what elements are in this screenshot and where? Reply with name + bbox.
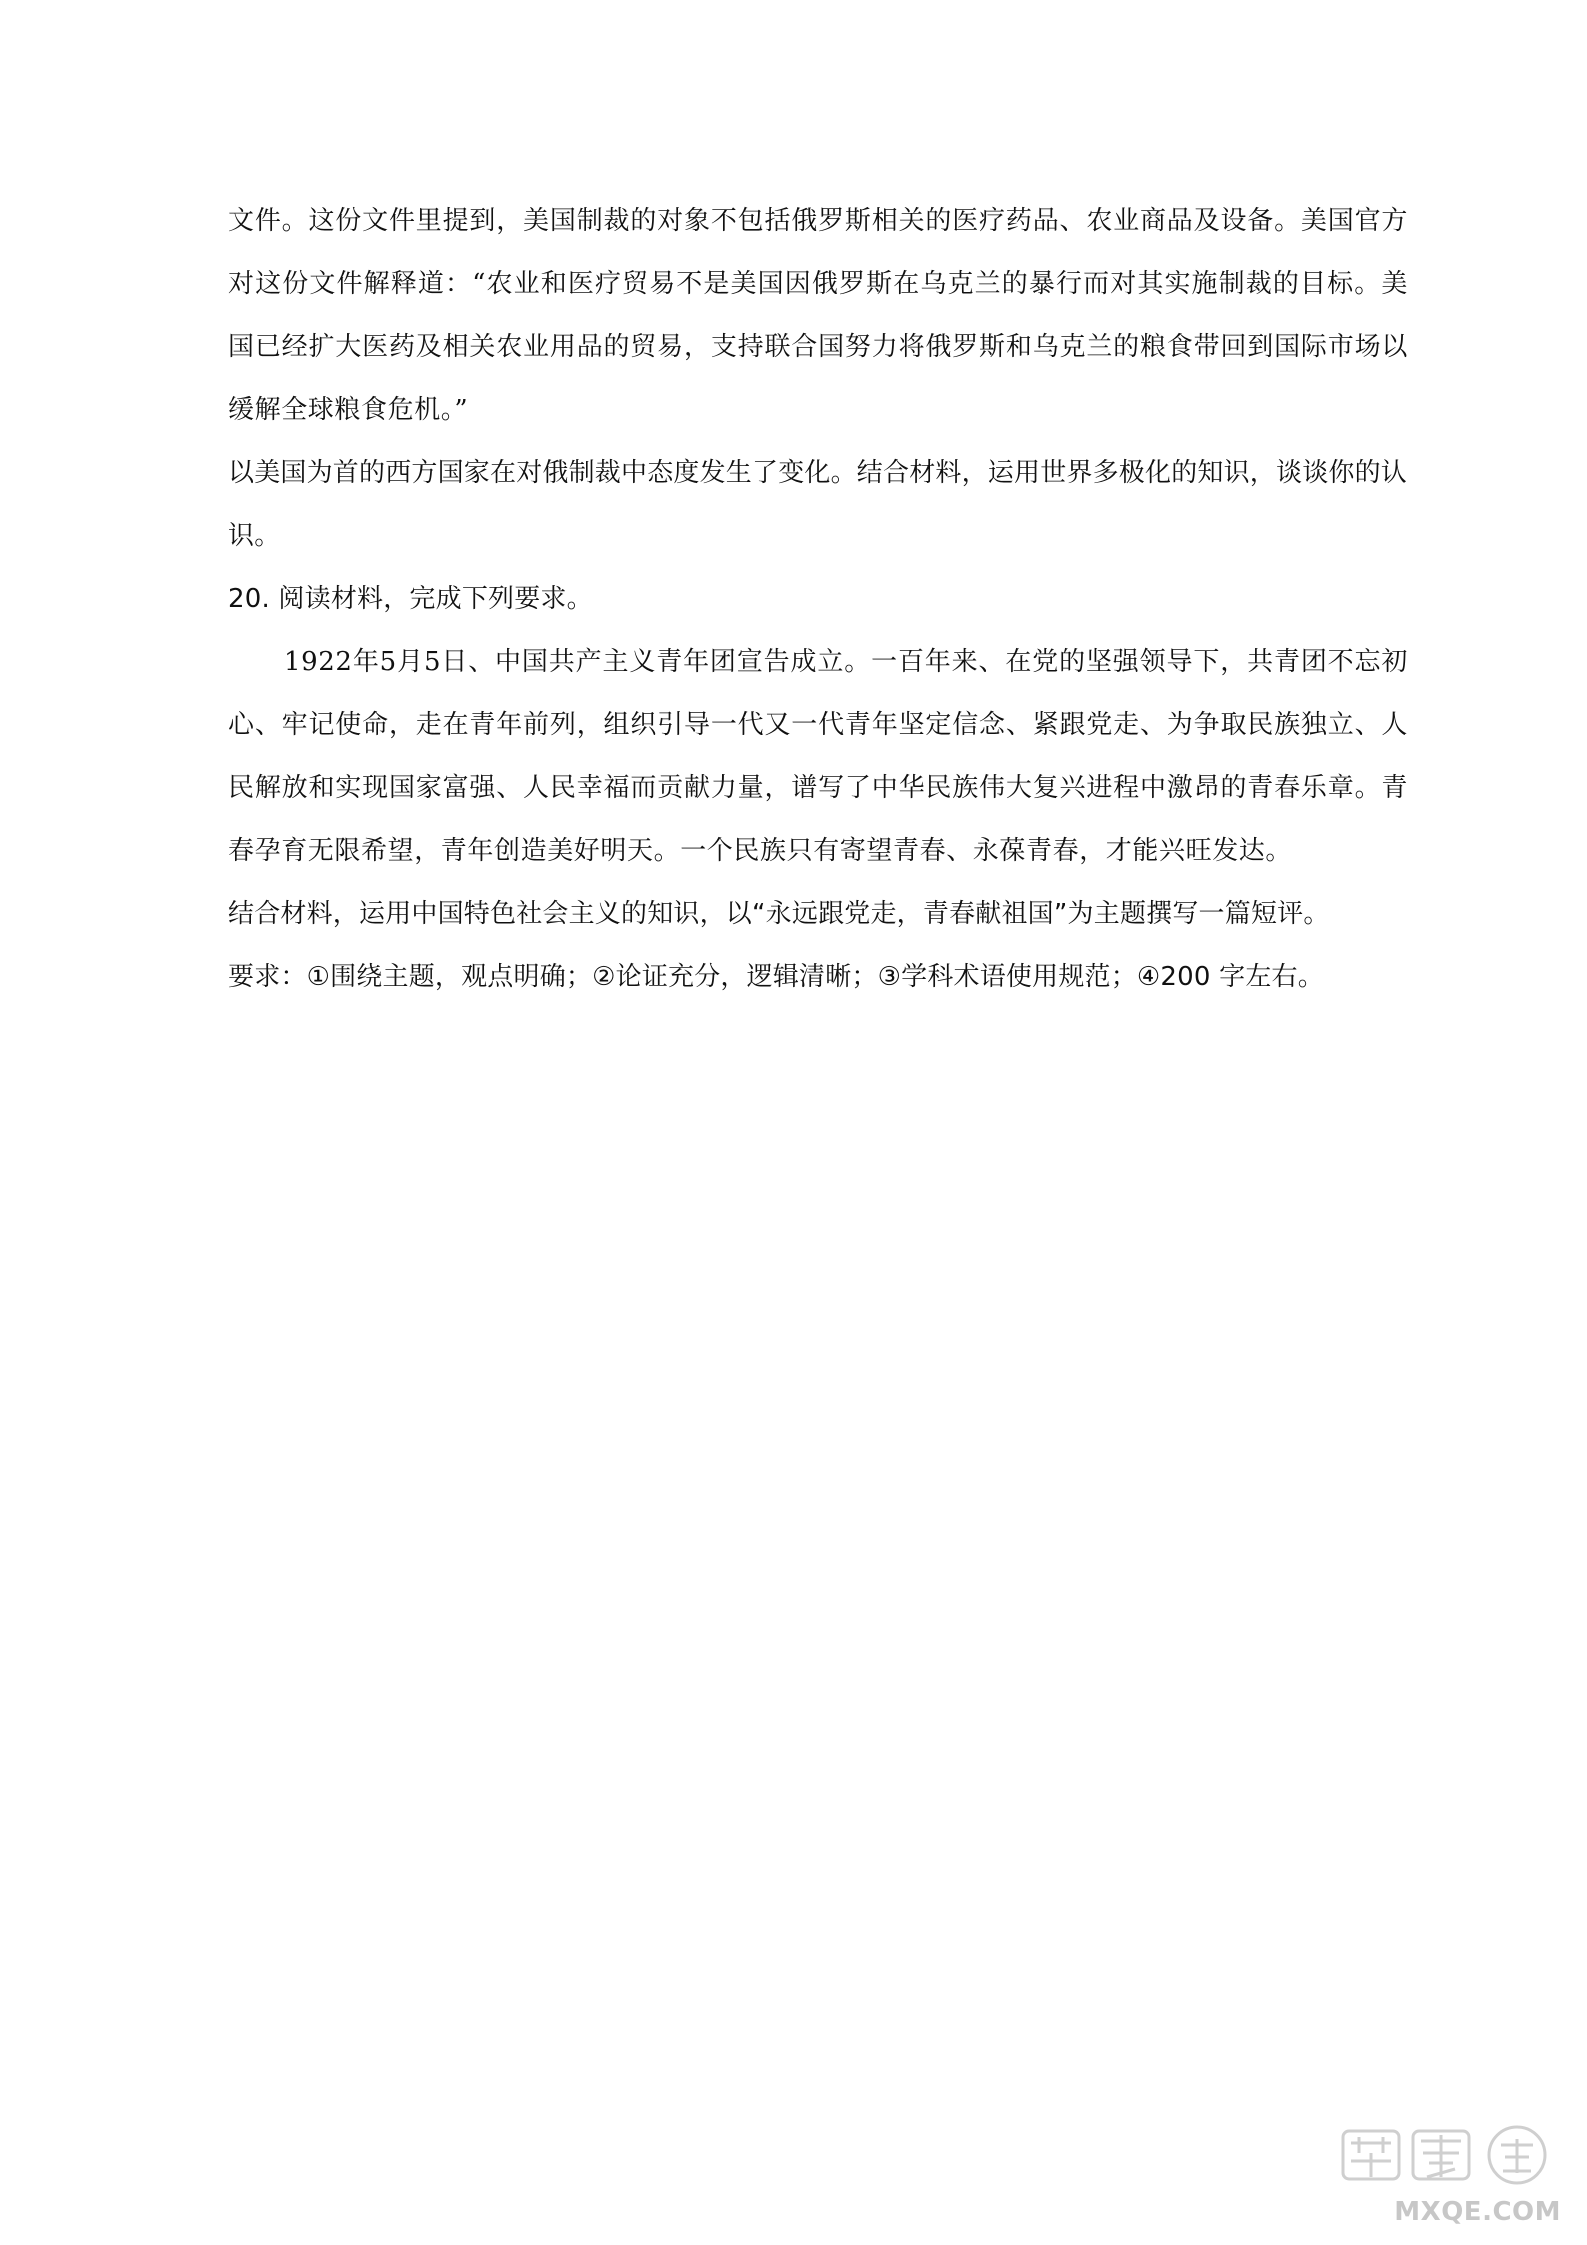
question-19-prompt: 以美国为首的西方国家在对俄制裁中态度发生了变化。结合材料，运用世界多极化的知识，谈谈你的认识。: [228, 458, 1408, 551]
question-20-material: 1922年5月5日、中国共产主义青年团宣告成立。一百年来、在党的坚强领导下，共青团不忘初心、牢记使命，走在青年前列，组织引导一代又一代青年坚定信念、紧跟党走、为争取民族独立、人民解放和实现国家富强、人民幸福而贡献力量，谱写了中华民族伟大复兴进程中激昂的青春乐章。青春孕育无限希望，青年创造美好明天。一个民族只有寄望青春、永葆青春，才能兴旺发达。: [228, 647, 1408, 866]
question-20-prompt: 结合材料，运用中国特色社会主义的知识，以“永远跟党走，青春献祖国”为主题撰写一篇短评。: [228, 899, 1330, 929]
watermark-url: MXQE.COM: [1394, 2197, 1561, 2227]
watermark: [1335, 2121, 1565, 2229]
watermark-logo-icon: [1335, 2123, 1561, 2185]
question-20-heading: 20. 阅读材料，完成下列要求。: [228, 584, 593, 614]
question-20-requirements: 要求：①围绕主题，观点明确；②论证充分，逻辑清晰；③学科术语使用规范；④200 字左右。: [228, 962, 1324, 992]
material-continuation: 文件。这份文件里提到，美国制裁的对象不包括俄罗斯相关的医疗药品、农业商品及设备。美国官方对这份文件解释道：“农业和医疗贸易不是美国因俄罗斯在乌克兰的暴行而对其实施制裁的目标。美国已经扩大医药及相关农业用品的贸易，支持联合国努力将俄罗斯和乌克兰的粮食带回到国际市场以缓解全球粮食危机。”: [228, 206, 1408, 425]
document-page: [228, 190, 1408, 1009]
